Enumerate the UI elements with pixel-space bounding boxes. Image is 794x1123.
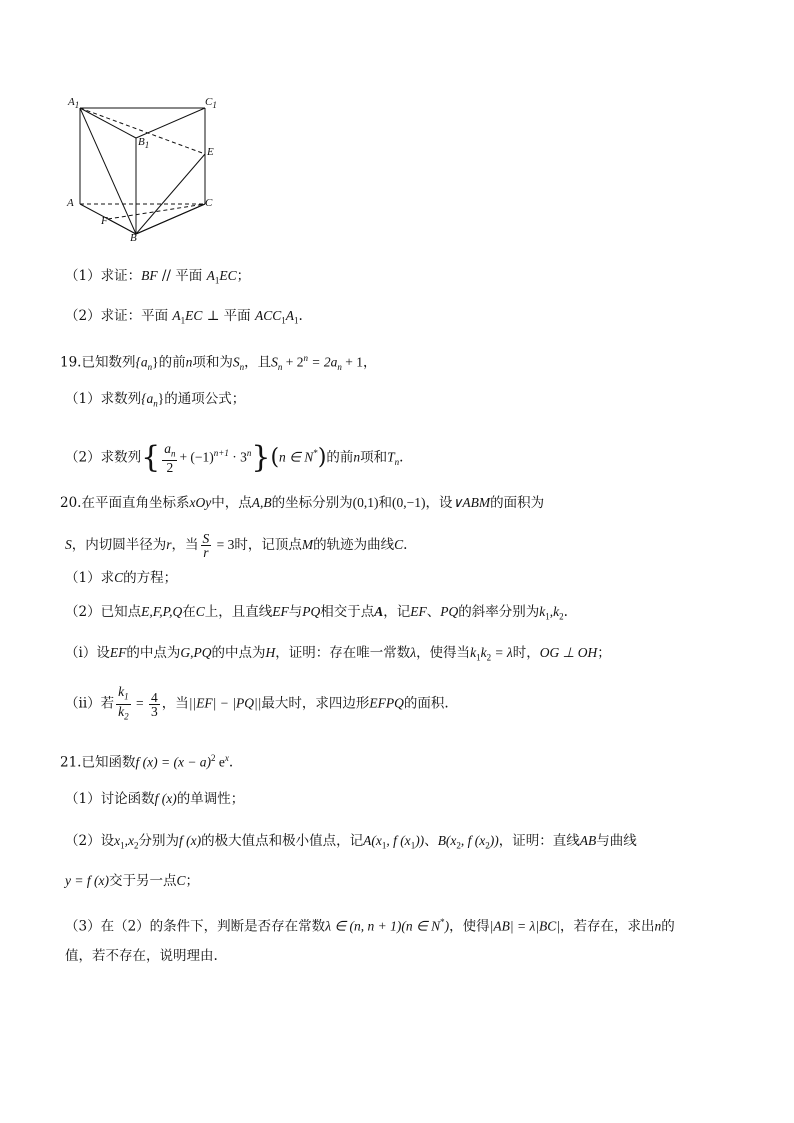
label-c: C	[205, 197, 213, 209]
label-f: F	[101, 215, 108, 227]
label-b: B	[130, 232, 137, 244]
label-a1: $A_1$	[68, 96, 80, 111]
label-c1: $C_1$	[205, 96, 217, 111]
prism-figure	[58, 92, 233, 247]
fraction-k1-over-k2: $\frac{k_1}{k_2}$	[118, 684, 129, 722]
q21-part3: （3）在（2）的条件下，判断是否存在常数λ ∈ (n, n + 1)(n ∈ N*)，使得|AB| = λ|BC|，若存在，求出n的	[65, 917, 675, 935]
right-brace: }	[251, 440, 271, 475]
left-brace: {	[141, 440, 161, 475]
q19-stem: 19.已知数列$\{a_n\}$的前n项和为$S_n$，且$S_n + 2^n = 2a_n + 1$，	[60, 353, 377, 373]
line-fc	[108, 204, 205, 219]
q20-stem-line2: S，内切圆半径为r，当 $\frac{S}{r}$ = 3时，记顶点M的轨迹为曲线C.	[65, 531, 408, 560]
q21-part2: （2）设$x_1,x_2$分别为f (x)的极大值点和极小值点，记$A(x_1$, f $(x_1)$)、$B(x_2$, f $(x_2)$)，证明：直线AB与曲线	[65, 833, 637, 851]
prism-diagram	[58, 92, 233, 247]
label-a: A	[67, 197, 74, 209]
fraction-s-over-r: $\frac{S}{r}$	[202, 531, 210, 560]
line-a1b	[80, 108, 136, 234]
q20-part2-ii: （ii）若 $\frac{k_1}{k_2}$ = $\frac{4}{3}$ ，当||EF| − |PQ||最大时，求四边形EFPQ的面积.	[65, 684, 449, 722]
line-bc2	[136, 204, 205, 234]
q20-part1: （1）求C的方程；	[65, 570, 178, 586]
q21-part1: （1）讨论函数f (x)的单调性；	[65, 791, 245, 807]
q18-part1: （1）求证：BF // 平面 $A_1EC$；	[65, 268, 251, 286]
q20-stem: 20.在平面直角坐标系xOy中，点A,B的坐标分别为(0,1)和(0,−1)，设∨ABM的面积为	[60, 495, 545, 511]
q18-part2: （2）求证：平面 $A_1EC$ ⊥ 平面 $ACC_1A_1$.	[65, 308, 303, 326]
edge-b1c1	[136, 108, 205, 138]
fraction-4-over-3: $\frac{4}{3}$	[151, 689, 158, 719]
line-be	[136, 154, 205, 234]
q21-part2-line2: y = f (x)交于另一点C；	[65, 873, 199, 889]
edge-a1b1	[80, 108, 136, 138]
q20-part2: （2）已知点E,F,P,Q在C上，且直线EF与PQ相交于点A，记EF、PQ的斜率分别为$k_1,k_2$.	[65, 604, 568, 622]
q19-part1: （1）求数列$\{a_n\}$的通项公式；	[65, 391, 246, 409]
q19-part2: （2）求数列{ $\frac{a_n}{2}$ + $(-1)^{n+1} \cdot 3^n\}(n$ ∈ N*)的前n项和$T_n$.	[65, 440, 404, 476]
q21-stem: 21.已知函数f $(x) = (x - a)^2$ $e^x$.	[60, 753, 234, 771]
label-b1: $B_1$	[138, 136, 150, 151]
label-e: E	[207, 146, 214, 158]
fraction-an-over-2: $\frac{a_n}{2}$	[164, 440, 176, 476]
q21-part3-line2: 值，若不存在，说明理由.	[65, 948, 218, 964]
q20-part2-i: （i）设EF的中点为G,PQ的中点为H，证明：存在唯一常数λ，使得当$k_1k_2 = \lambda$时，OG ⊥ OH；	[65, 645, 611, 663]
